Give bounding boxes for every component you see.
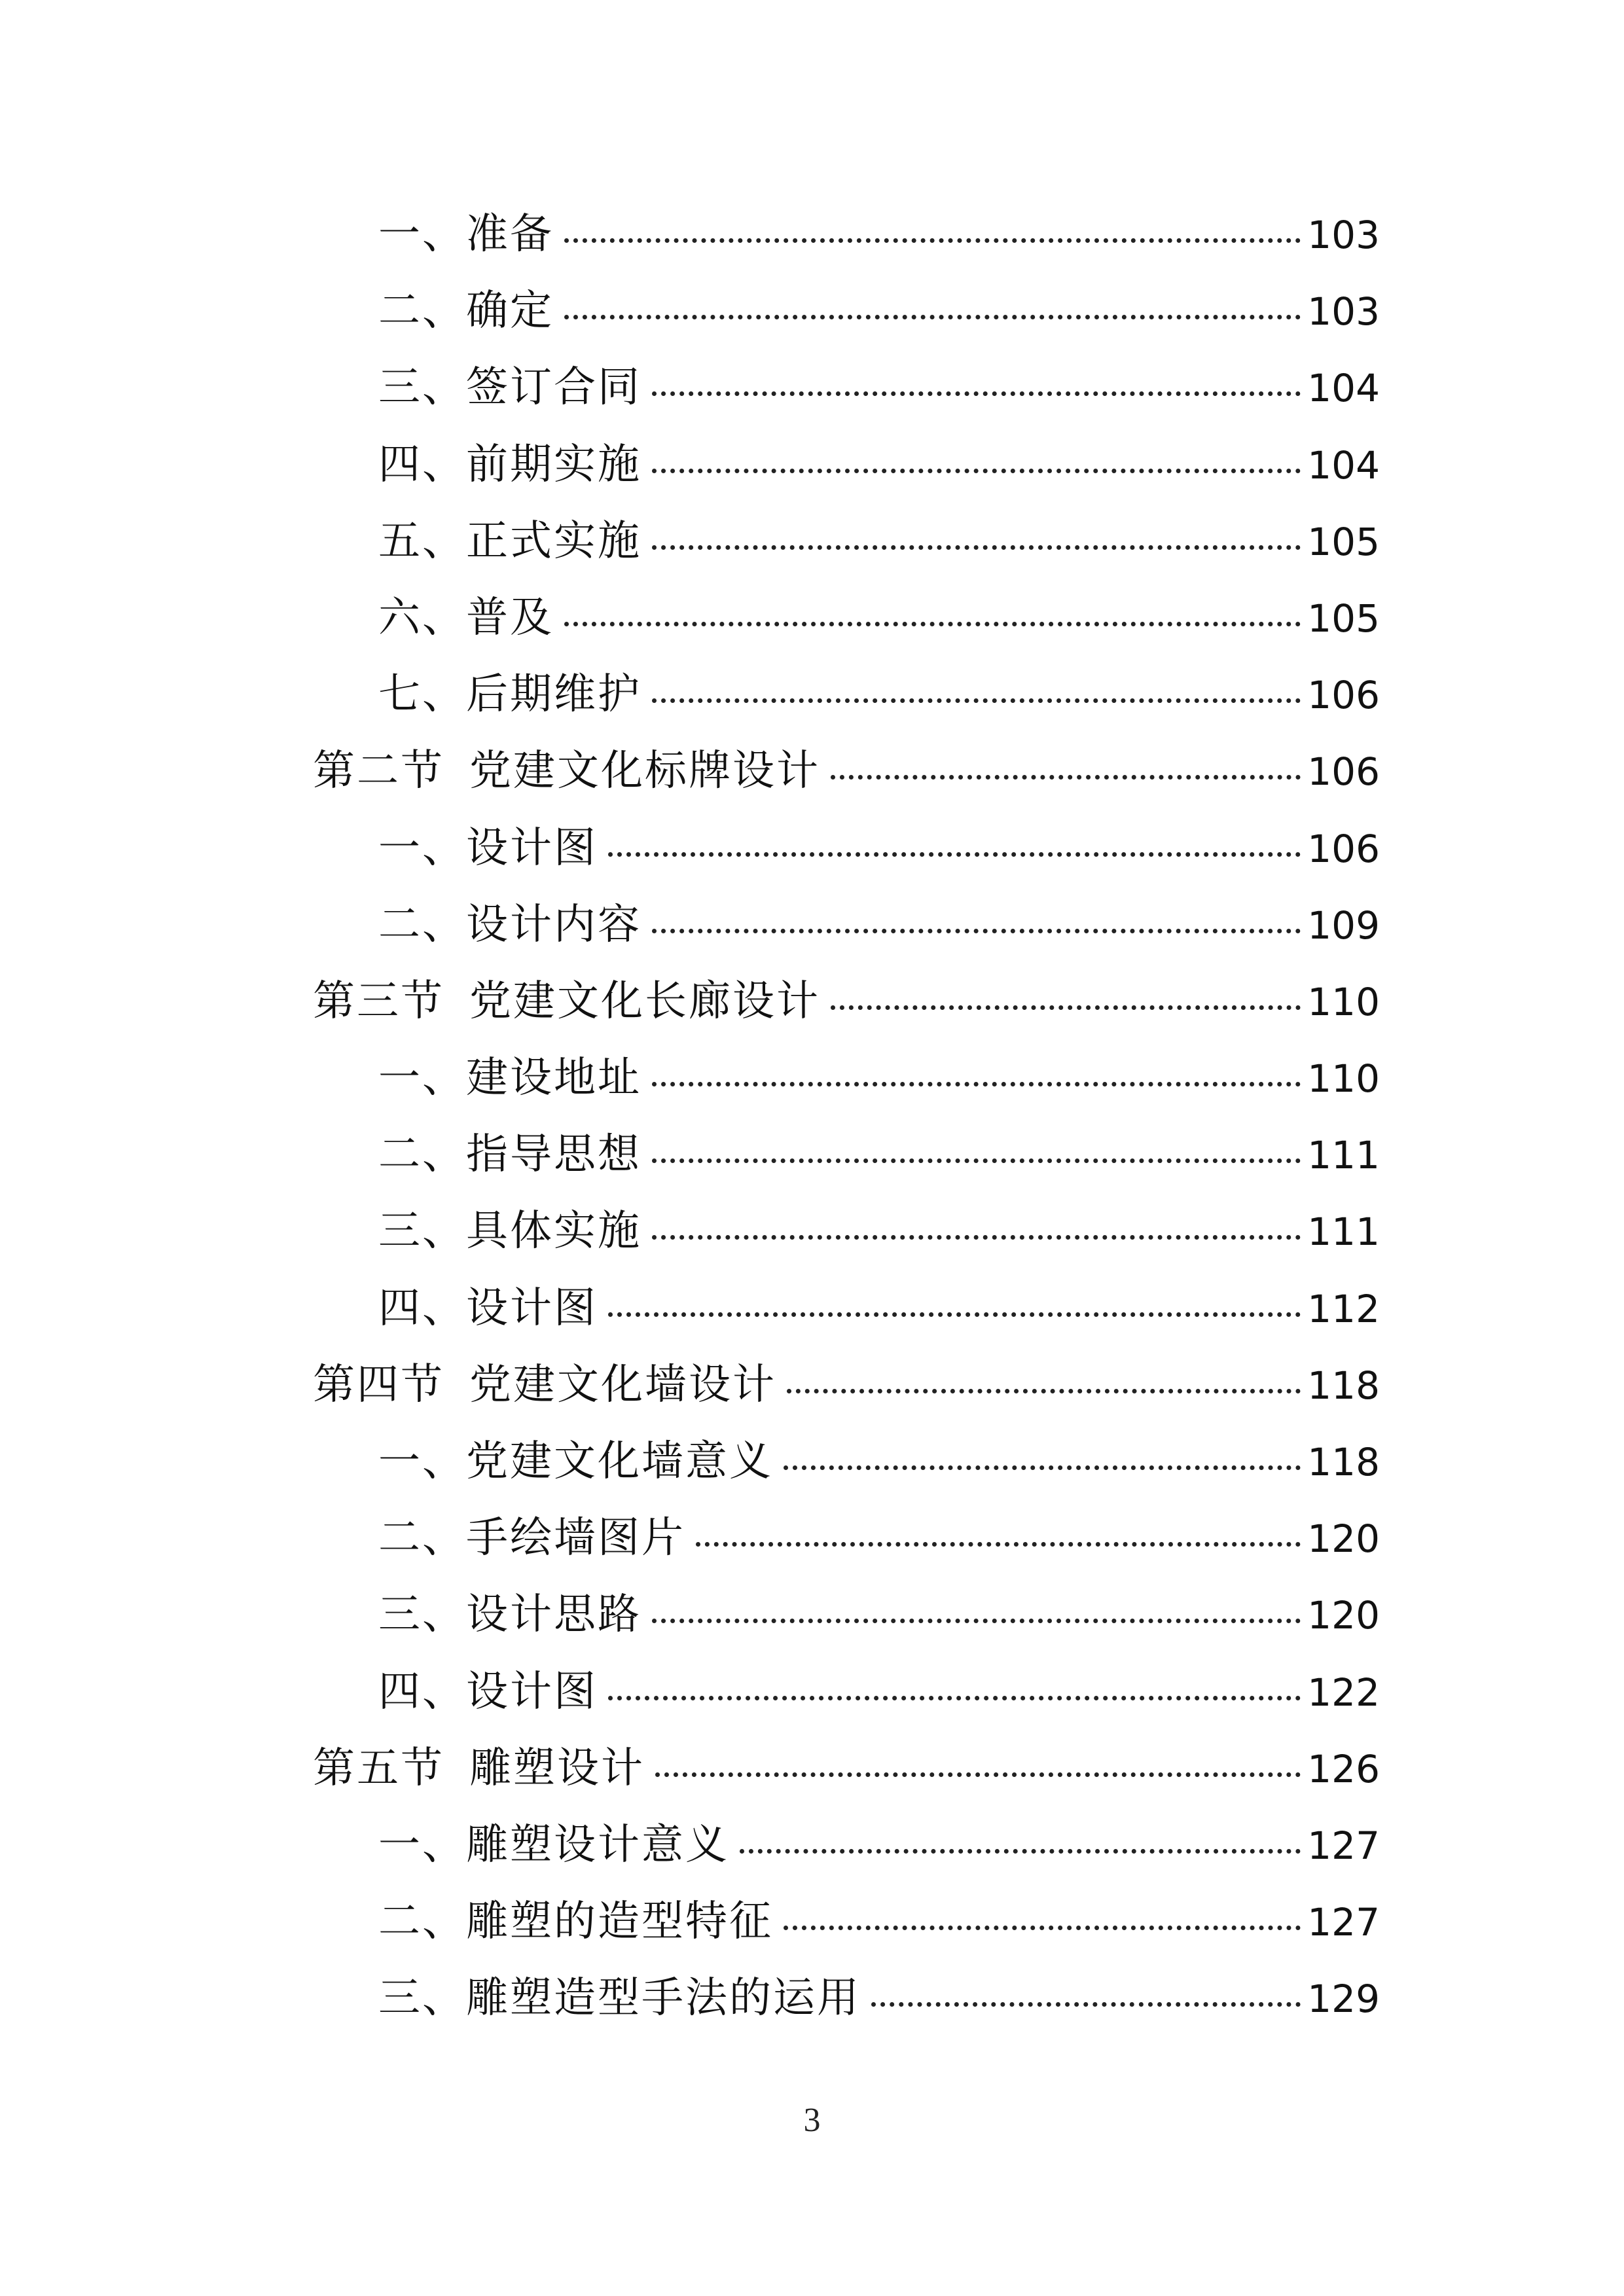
toc-page-number: 118 (1307, 1363, 1380, 1408)
toc-entry-title (313, 967, 827, 1028)
toc-page-number: 111 (1307, 1133, 1380, 1178)
toc-entry-label: 二、设计内容 (378, 900, 641, 949)
toc-dot-leader (652, 469, 1301, 473)
toc-page-number: 110 (1307, 1056, 1380, 1102)
toc-entry[interactable] (313, 1197, 1380, 1274)
toc-page-number: 120 (1307, 1593, 1380, 1638)
toc-entry[interactable] (313, 891, 1380, 967)
toc-entry[interactable] (313, 1274, 1380, 1351)
toc-entry-title (378, 200, 560, 260)
toc-entry[interactable] (313, 507, 1380, 584)
toc-entry-title (378, 1044, 648, 1104)
toc-entry-title (378, 1427, 780, 1488)
toc-page-number: 109 (1307, 903, 1380, 948)
toc-entry-label: 三、具体实施 (378, 1207, 641, 1256)
toc-entry[interactable] (313, 1581, 1380, 1657)
toc-page-number: 103 (1307, 213, 1380, 257)
toc-entry-label: 雕塑设计 (469, 1744, 645, 1793)
toc-entry-title (378, 660, 648, 721)
toc-entry[interactable] (313, 1121, 1380, 1197)
toc-dot-leader (652, 1082, 1301, 1086)
toc-page-number: 105 (1307, 596, 1380, 641)
toc-entry[interactable] (313, 1658, 1380, 1734)
toc-dot-leader (652, 1235, 1301, 1240)
toc-dot-leader (696, 1542, 1301, 1547)
toc-entry-label: 党建文化标牌设计 (469, 747, 820, 796)
toc-entry-label: 党建文化长廊设计 (469, 977, 820, 1026)
toc-dot-leader (831, 1005, 1301, 1010)
toc-entry-title (378, 353, 648, 414)
toc-entry-label: 三、设计思路 (378, 1590, 641, 1640)
toc-dot-leader (608, 1696, 1301, 1700)
toc-entry[interactable] (313, 353, 1380, 430)
toc-entry[interactable] (313, 277, 1380, 353)
toc-page-number: 118 (1307, 1440, 1380, 1484)
toc-section-entry[interactable] (313, 1351, 1380, 1427)
toc-entry-label: 一、设计图 (378, 823, 598, 872)
toc-page-number: 104 (1307, 366, 1380, 411)
toc-dot-leader (652, 929, 1301, 933)
toc-entry-label: 党建文化墙设计 (469, 1360, 776, 1409)
toc-section-number: 第五节 (313, 1744, 444, 1793)
toc-page-number: 106 (1307, 749, 1380, 795)
toc-entry-title (378, 891, 648, 951)
toc-section-entry[interactable] (313, 967, 1380, 1044)
toc-dot-leader (871, 2002, 1301, 2007)
toc-entry[interactable] (313, 660, 1380, 737)
toc-entry[interactable] (313, 1964, 1380, 2041)
toc-dot-leader (652, 1158, 1301, 1163)
toc-dot-leader (740, 1849, 1301, 1854)
toc-page-number: 126 (1307, 1746, 1380, 1791)
toc-entry-title (313, 1351, 783, 1411)
toc-dot-leader (564, 315, 1301, 319)
toc-section-number: 第二节 (313, 747, 444, 796)
toc-section-entry[interactable] (313, 737, 1380, 814)
toc-entry-title (378, 1811, 736, 1871)
toc-entry[interactable] (313, 1504, 1380, 1581)
toc-page-number: 110 (1307, 979, 1380, 1024)
toc-entry-title (378, 1964, 867, 2024)
toc-entry-title (378, 507, 648, 567)
toc-entry-title (313, 1734, 651, 1795)
toc-dot-leader (655, 1772, 1301, 1777)
toc-entry-label: 四、设计图 (378, 1667, 598, 1716)
toc-page-number: 106 (1307, 826, 1380, 871)
toc-page-number: 122 (1307, 1670, 1380, 1715)
toc-entry-label: 四、设计图 (378, 1283, 598, 1333)
toc-entry-title (378, 814, 604, 874)
toc-entry[interactable] (313, 584, 1380, 660)
toc-entry-title (378, 1658, 604, 1718)
page-number: 3 (803, 2102, 821, 2139)
toc-entry[interactable] (313, 1427, 1380, 1504)
toc-entry[interactable] (313, 1044, 1380, 1121)
toc-dot-leader (652, 698, 1301, 703)
toc-page-number: 104 (1307, 442, 1380, 488)
toc-dot-leader (787, 1389, 1301, 1393)
toc-dot-leader (564, 622, 1301, 626)
toc-entry-title (378, 277, 560, 337)
toc-entry-title (378, 1197, 648, 1257)
toc-entry-label: 一、建设地址 (378, 1054, 641, 1103)
toc-entry-label: 四、前期实施 (378, 440, 641, 489)
toc-page-number: 103 (1307, 289, 1380, 334)
toc-entry[interactable] (313, 814, 1380, 891)
toc-section-number: 第四节 (313, 1360, 444, 1409)
toc-entry-label: 一、党建文化墙意义 (378, 1437, 773, 1486)
toc-entry-label: 二、手绘墙图片 (378, 1514, 685, 1563)
toc-entry-label: 三、雕塑造型手法的运用 (378, 1974, 861, 2023)
toc-dot-leader (652, 391, 1301, 396)
toc-dot-leader (564, 238, 1301, 243)
toc-entry-label: 三、签订合同 (378, 363, 641, 412)
toc-page-number: 105 (1307, 519, 1380, 564)
toc-page-number: 120 (1307, 1516, 1380, 1562)
toc-section-entry[interactable] (313, 1734, 1380, 1811)
toc-entry[interactable] (313, 1888, 1380, 1964)
toc-page-number: 127 (1307, 1900, 1380, 1945)
toc-entry[interactable] (313, 200, 1380, 277)
toc-entry-label: 二、雕塑的造型特征 (378, 1897, 773, 1946)
toc-entry-label: 一、准备 (378, 210, 554, 259)
toc-entry-title (378, 1581, 648, 1641)
toc-dot-leader (784, 1465, 1301, 1470)
toc-page-number: 111 (1307, 1210, 1380, 1255)
toc-entry-title (378, 1504, 692, 1564)
toc-entry-label: 二、指导思想 (378, 1130, 641, 1179)
toc-entry-label: 二、确定 (378, 287, 554, 336)
toc-dot-leader (831, 775, 1301, 780)
toc-entry[interactable] (313, 431, 1380, 507)
toc-entry-label: 六、普及 (378, 593, 554, 642)
toc-dot-leader (652, 1619, 1301, 1623)
toc-entry-label: 五、正式实施 (378, 516, 641, 565)
toc-entry-title (378, 431, 648, 491)
toc-entry-title (378, 1121, 648, 1181)
toc-entry-title (378, 1888, 780, 1948)
toc-entry-title (378, 584, 560, 644)
toc-page-number: 112 (1307, 1286, 1380, 1331)
toc-entry-title (378, 1274, 604, 1335)
toc-entry-label: 一、雕塑设计意义 (378, 1820, 729, 1869)
toc-dot-leader (784, 1926, 1301, 1930)
toc-entry-title (313, 737, 827, 797)
toc-dot-leader (608, 852, 1301, 857)
toc-page-number: 106 (1307, 673, 1380, 718)
toc-section-number: 第三节 (313, 977, 444, 1026)
toc-dot-leader (608, 1312, 1301, 1317)
toc-entry-label: 七、后期维护 (378, 670, 641, 719)
table-of-contents (313, 200, 1380, 2041)
toc-page-number: 127 (1307, 1823, 1380, 1868)
toc-dot-leader (652, 545, 1301, 550)
toc-entry[interactable] (313, 1811, 1380, 1888)
toc-page-number: 129 (1307, 1977, 1380, 2022)
